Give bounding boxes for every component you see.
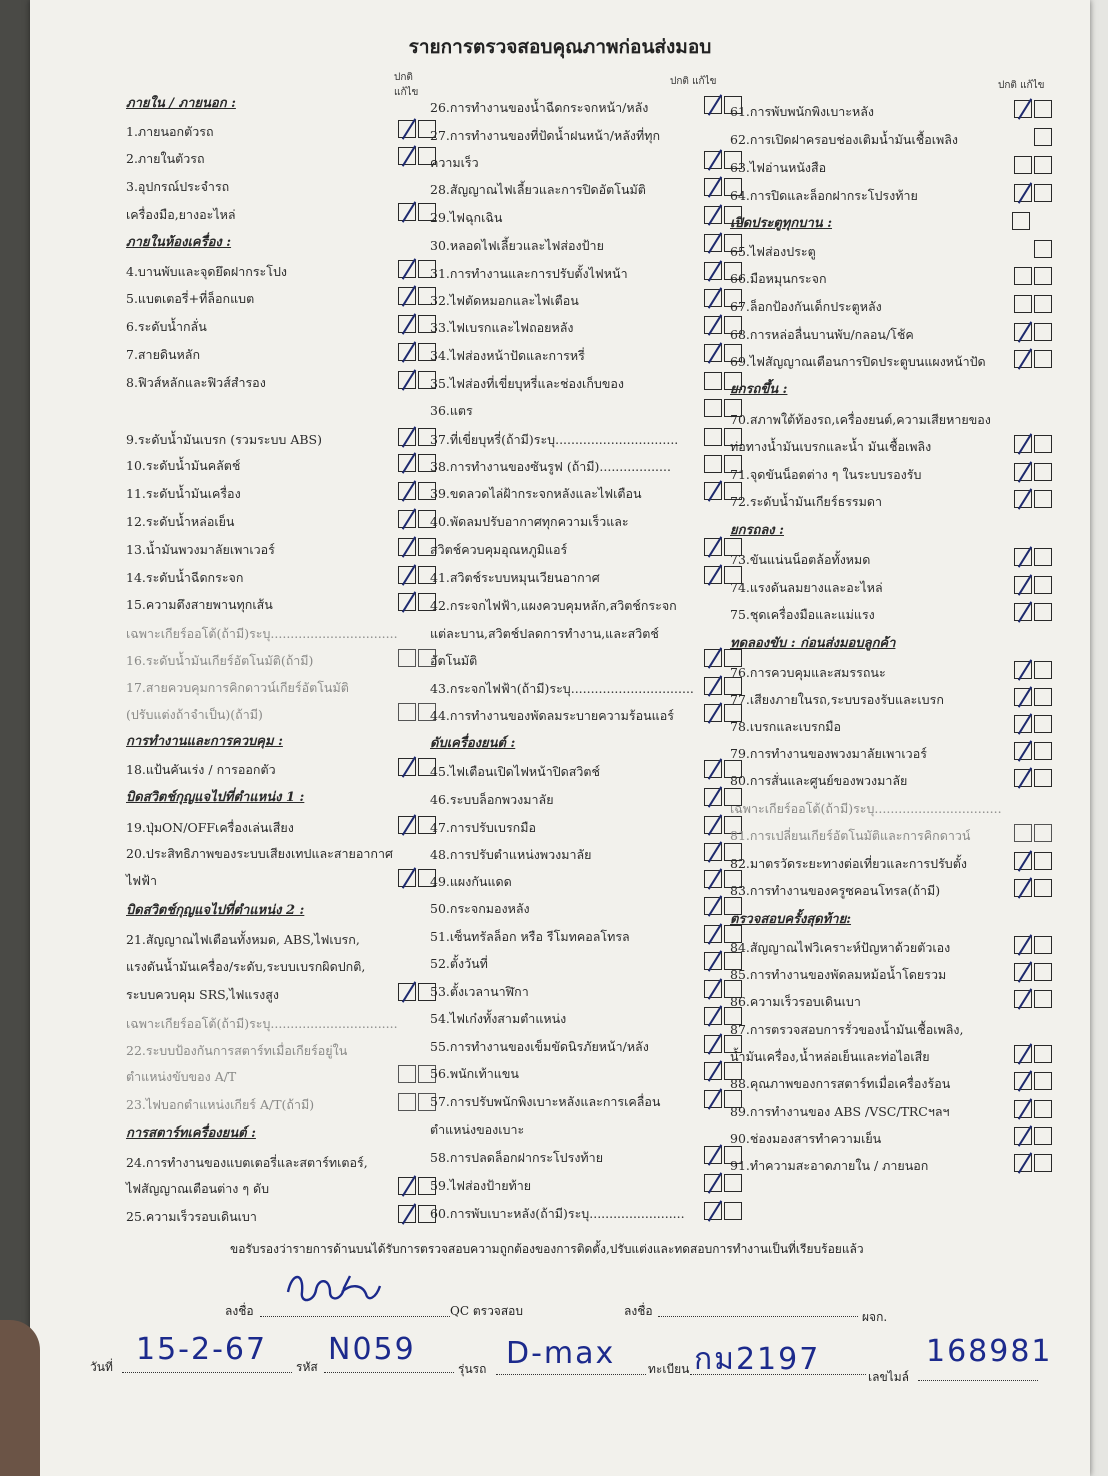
normal-checkbox[interactable] bbox=[1014, 350, 1032, 368]
normal-checkbox[interactable] bbox=[398, 983, 416, 1001]
normal-checkbox[interactable] bbox=[1014, 490, 1032, 508]
fix-checkbox[interactable] bbox=[1034, 990, 1052, 1008]
sign-label: ลงชื่อ bbox=[225, 1304, 254, 1318]
normal-checkbox[interactable] bbox=[704, 262, 722, 280]
fix-checkbox[interactable] bbox=[1034, 936, 1052, 954]
normal-checkbox[interactable] bbox=[398, 482, 416, 500]
normal-checkbox[interactable] bbox=[704, 1202, 722, 1220]
checklist-item: 48.การปรับตำแหน่งพวงมาลัย bbox=[430, 847, 750, 863]
normal-checkbox[interactable] bbox=[1014, 688, 1032, 706]
checklist-item: 21.สัญญาณไฟเตือนทั้งหมด, ABS,ไฟเบรก, bbox=[126, 932, 360, 947]
checklist-item: 57.การปรับพนักพิงเบาะหลังและการเคลื่อน bbox=[430, 1094, 750, 1110]
checklist-item: 74.แรงดันลมยางและอะไหล่ bbox=[730, 580, 1060, 596]
fix-checkbox[interactable] bbox=[1034, 661, 1052, 679]
checklist-item: 58.การปลดล็อกฝากระโปรงท้าย bbox=[430, 1150, 750, 1166]
normal-checkbox[interactable] bbox=[398, 1065, 416, 1083]
checklist-item: แรงดันน้ำมันเครื่อง/ระดับ,ระบบเบรกผิดปกติ, bbox=[126, 959, 366, 974]
checklist-item: 89.การทำงานของ ABS /VSC/TRCฯลฯ bbox=[730, 1104, 1060, 1120]
checklist-item: 86.ความเร็วรอบเดินเบา bbox=[730, 994, 1060, 1010]
normal-checkbox[interactable] bbox=[398, 1205, 416, 1223]
normal-checkbox[interactable] bbox=[1014, 1154, 1032, 1172]
checklist-item: 56.พนักเท้าแขน bbox=[430, 1066, 750, 1082]
model-value: D-max bbox=[506, 1336, 616, 1371]
fix-checkbox[interactable] bbox=[1034, 128, 1052, 146]
checklist-item: 23.ไฟบอกตำแหน่งเกียร์ A/T(ถ้ามี) bbox=[126, 1097, 436, 1113]
checklist-item: ความเร็ว bbox=[430, 155, 750, 171]
section-title: ทดลองขับ : ก่อนส่งมอบลูกค้า bbox=[730, 636, 896, 651]
checklist-item: ตำแหน่งของเบาะ bbox=[430, 1122, 525, 1137]
checklist-item: 77.เสียงภายในรถ,ระบบรองรับและเบรก bbox=[730, 692, 1060, 708]
column-header: ปกติ แก้ไข bbox=[670, 76, 717, 87]
checklist-item: 91.ทำความสะอาดภายใน / ภายนอก bbox=[730, 1158, 1060, 1174]
normal-checkbox[interactable] bbox=[704, 925, 722, 943]
normal-checkbox[interactable] bbox=[398, 566, 416, 584]
normal-checkbox[interactable] bbox=[398, 147, 416, 165]
checklist-item: 54.ไฟเก๋งทั้งสามตำแหน่ง bbox=[430, 1011, 750, 1027]
fix-checkbox[interactable] bbox=[1034, 963, 1052, 981]
normal-checkbox[interactable] bbox=[1014, 1127, 1032, 1145]
normal-checkbox[interactable] bbox=[1014, 463, 1032, 481]
checklist-item: 15.ความตึงสายพานทุกเส้น bbox=[126, 597, 436, 613]
normal-checkbox[interactable] bbox=[1014, 100, 1032, 118]
fix-checkbox[interactable] bbox=[1034, 1100, 1052, 1118]
normal-checkbox[interactable] bbox=[1014, 435, 1032, 453]
checklist-item: 60.การพับเบาะหลัง(ถ้ามี)ระบุ........................ bbox=[430, 1206, 750, 1222]
normal-checkbox[interactable] bbox=[1014, 295, 1032, 313]
form-title: รายการตรวจสอบคุณภาพก่อนส่งมอบ bbox=[408, 36, 712, 58]
fix-checkbox[interactable] bbox=[1034, 295, 1052, 313]
checklist-item: 83.การทำงานของครูซคอนโทรล(ถ้ามี) bbox=[730, 883, 1060, 899]
checklist-item: 20.ประสิทธิภาพของระบบเสียงเทปและสายอากาศ bbox=[126, 846, 393, 861]
normal-checkbox[interactable] bbox=[704, 538, 722, 556]
normal-checkbox[interactable] bbox=[1014, 661, 1032, 679]
section-title: ภายใน / ภายนอก : bbox=[126, 96, 236, 111]
date-line bbox=[122, 1372, 292, 1373]
section-title: ภายในห้องเครื่อง : bbox=[126, 235, 232, 250]
checklist-item: 39.ขดลวดไล่ฝ้ากระจกหลังและไฟเตือน bbox=[430, 486, 750, 502]
fix-checkbox[interactable] bbox=[1034, 100, 1052, 118]
normal-checkbox[interactable] bbox=[1014, 1072, 1032, 1090]
normal-checkbox[interactable] bbox=[1014, 824, 1032, 842]
checklist-paper bbox=[30, 0, 1090, 1476]
checklist-item: 32.ไฟตัดหมอกและไฟเตือน bbox=[430, 293, 750, 309]
checklist-item: 34.ไฟส่องหน้าปัดและการหรี่ bbox=[430, 348, 750, 364]
normal-checkbox[interactable] bbox=[398, 816, 416, 834]
checklist-item: 85.การทำงานของพัดลมหม้อน้ำโดยรวม bbox=[730, 967, 1060, 983]
mileage-label: เลขไมล์ bbox=[868, 1370, 909, 1384]
normal-checkbox[interactable] bbox=[704, 1146, 722, 1164]
checklist-item: 79.การทำงานของพวงมาลัยเพาเวอร์ bbox=[730, 746, 1060, 762]
section-title: ตรวจสอบครั้งสุดท้าย: bbox=[730, 912, 852, 927]
checklist-item: เครื่องมือ,ยางอะไหล่ bbox=[126, 207, 436, 223]
normal-checkbox[interactable] bbox=[398, 260, 416, 278]
normal-checkbox[interactable] bbox=[398, 371, 416, 389]
normal-checkbox[interactable] bbox=[398, 649, 416, 667]
checklist-item: 50.กระจกมองหลัง bbox=[430, 901, 750, 917]
section-title: ดับเครื่องยนต์ : bbox=[430, 736, 516, 751]
fix-checkbox[interactable] bbox=[1034, 824, 1052, 842]
mileage-value: 168981 bbox=[926, 1334, 1053, 1369]
checklist-item: 45.ไฟเตือนเปิดไฟหน้าปิดสวิตช์ bbox=[430, 764, 750, 780]
checklist-item: ตำแหน่งขับของ A/T bbox=[126, 1069, 436, 1085]
normal-checkbox[interactable] bbox=[704, 788, 722, 806]
fix-checkbox[interactable] bbox=[1034, 688, 1052, 706]
checklist-item: 16.ระดับน้ำมันเกียร์อัตโนมัติ(ถ้ามี) bbox=[126, 653, 436, 669]
checklist-item: 24.การทำงานของแบตเตอรี่และสตาร์ทเตอร์, bbox=[126, 1155, 368, 1170]
code-value: N059 bbox=[328, 1332, 416, 1367]
normal-checkbox[interactable] bbox=[1014, 879, 1032, 897]
checklist-item: 82.มาตรวัดระยะทางต่อเที่ยวและการปรับตั้ง bbox=[730, 856, 1060, 872]
section-title: บิดสวิตช์กุญแจไปที่ตำแหน่ง 2 : bbox=[126, 903, 305, 918]
checklist-item: 11.ระดับน้ำมันเครื่อง bbox=[126, 486, 436, 502]
checklist-item: 37.ที่เขี่ยบุหรี่(ถ้ามี)ระบุ............................... bbox=[430, 432, 750, 448]
normal-checkbox[interactable] bbox=[704, 316, 722, 334]
fix-checkbox[interactable] bbox=[1034, 742, 1052, 760]
checklist-item: 65.ไฟส่องประตู bbox=[730, 244, 1060, 260]
signature-line bbox=[260, 1316, 450, 1317]
checklist-item: 14.ระดับน้ำฉีดกระจก bbox=[126, 570, 436, 586]
fix-checkbox[interactable] bbox=[1034, 1045, 1052, 1063]
checklist-item: 36.แตร bbox=[430, 403, 750, 419]
normal-checkbox[interactable] bbox=[704, 704, 722, 722]
checklist-item: อัตโนมัติ bbox=[430, 653, 750, 669]
checklist-item: 19.ปุ่มON/OFFเครื่องเล่นเสียง bbox=[126, 820, 436, 836]
checklist-item: ระบบควบคุม SRS,ไฟแรงสูง bbox=[126, 987, 436, 1003]
checklist-item: 26.การทำงานของน้ำฉีดกระจกหน้า/หลัง bbox=[430, 100, 750, 116]
date-value: 15-2-67 bbox=[136, 1332, 268, 1367]
fix-checkbox[interactable] bbox=[724, 1202, 742, 1220]
section-title: เปิดประตูทุกบาน : bbox=[730, 216, 1060, 232]
foreman-label: ผจก. bbox=[862, 1310, 888, 1324]
code-line bbox=[324, 1372, 454, 1373]
checklist-item: 33.ไฟเบรกและไฟถอยหลัง bbox=[430, 320, 750, 336]
checklist-item: 63.ไฟอ่านหนังสือ bbox=[730, 160, 1060, 176]
normal-checkbox[interactable] bbox=[1014, 769, 1032, 787]
normal-checkbox[interactable] bbox=[1014, 184, 1032, 202]
normal-checkbox[interactable] bbox=[1014, 1045, 1032, 1063]
normal-checkbox[interactable] bbox=[704, 372, 722, 390]
normal-checkbox[interactable] bbox=[398, 869, 416, 887]
section-title: บิดสวิตช์กุญแจไปที่ตำแหน่ง 1 : bbox=[126, 790, 305, 805]
checklist-item: แต่ละบาน,สวิตช์ปลดการทำงาน,และสวิตช์ bbox=[430, 626, 659, 641]
checklist-item: 41.สวิตช์ระบบหมุนเวียนอากาศ bbox=[430, 570, 750, 586]
checklist-item: 75.ชุดเครื่องมือและแม่แรง bbox=[730, 607, 1060, 623]
plate-value: กม2197 bbox=[694, 1342, 821, 1377]
normal-checkbox[interactable] bbox=[704, 870, 722, 888]
checklist-item: 44.การทำงานของพัดลมระบายความร้อนแอร์ bbox=[430, 708, 750, 724]
normal-checkbox[interactable] bbox=[704, 178, 722, 196]
checklist-item: 18.แป้นคันเร่ง / การออกตัว bbox=[126, 762, 436, 778]
fix-checkbox[interactable] bbox=[1034, 548, 1052, 566]
checklist-item: 81.การเปลี่ยนเกียร์อัตโนมัติและการคิกดาวน์ bbox=[730, 828, 1060, 844]
checklist-item: 22.ระบบป้องกันการสตาร์ทเมื่อเกียร์อยู่ใน bbox=[126, 1043, 348, 1058]
normal-checkbox[interactable] bbox=[704, 1090, 722, 1108]
checklist-item: 2.ภายในตัวรถ bbox=[126, 151, 436, 167]
normal-checkbox[interactable] bbox=[1014, 742, 1032, 760]
checklist-item: 55.การทำงานของเข็มขัดนิรภัยหน้า/หลัง bbox=[430, 1039, 750, 1055]
normal-checkbox[interactable] bbox=[704, 428, 722, 446]
checklist-item: 62.การเปิดฝาครอบช่องเติมน้ำมันเชื้อเพลิง bbox=[730, 132, 1060, 148]
checklist-item: 87.การตรวจสอบการรั่วของน้ำมันเชื้อเพลิง, bbox=[730, 1022, 964, 1037]
checklist-note: เฉพาะเกียร์ออโต้(ถ้ามี)ระบุ................................ bbox=[126, 1016, 398, 1031]
fix-checkbox[interactable] bbox=[1034, 879, 1052, 897]
normal-checkbox[interactable] bbox=[398, 703, 416, 721]
checklist-item: ท่อทางน้ำมันเบรกและน้ำ มันเชื้อเพลิง bbox=[730, 439, 1060, 455]
normal-checkbox[interactable] bbox=[704, 897, 722, 915]
checklist-item: 5.แบตเตอรี่+ที่ล็อกแบต bbox=[126, 291, 436, 307]
checklist-item: 6.ระดับน้ำกลั่น bbox=[126, 319, 436, 335]
normal-checkbox[interactable] bbox=[704, 289, 722, 307]
fix-checkbox[interactable] bbox=[1034, 240, 1052, 258]
checklist-item: 4.บานพับและจุดยึดฝากระโปง bbox=[126, 264, 436, 280]
fix-checkbox[interactable] bbox=[1034, 603, 1052, 621]
checklist-item: 30.หลอดไฟเลี้ยวและไฟส่องป้าย bbox=[430, 238, 750, 254]
sign-label-2: ลงชื่อ bbox=[624, 1304, 653, 1318]
fix-checkbox[interactable] bbox=[724, 1174, 742, 1192]
checklist-item: 40.พัดลมปรับอากาศทุกความเร็วและ bbox=[430, 514, 629, 529]
normal-checkbox[interactable] bbox=[398, 1093, 416, 1111]
fix-checkbox[interactable] bbox=[1034, 350, 1052, 368]
normal-checkbox[interactable] bbox=[1014, 715, 1032, 733]
normal-checkbox[interactable] bbox=[704, 649, 722, 667]
checklist-item: 49.แผงกันแดด bbox=[430, 874, 750, 890]
fix-checkbox[interactable] bbox=[1034, 490, 1052, 508]
checklist-item: 67.ล็อกป้องกันเด็กประตูหลัง bbox=[730, 299, 1060, 315]
normal-checkbox[interactable] bbox=[704, 816, 722, 834]
normal-checkbox[interactable] bbox=[398, 538, 416, 556]
checklist-item: 17.สายควบคุมการคิกดาวน์เกียร์อัตโนมัติ bbox=[126, 680, 349, 695]
normal-checkbox[interactable] bbox=[1014, 1100, 1032, 1118]
checklist-item: 70.สภาพใต้ท้องรถ,เครื่องยนต์,ความเสียหายของ bbox=[730, 412, 991, 427]
thumb bbox=[0, 1320, 40, 1476]
fix-checkbox[interactable] bbox=[1034, 184, 1052, 202]
checklist-item: 10.ระดับน้ำมันคลัตช์ bbox=[126, 458, 436, 474]
checklist-item: 1.ภายนอกตัวรถ bbox=[126, 124, 436, 140]
checklist-item: 90.ช่องมองสารทำความเย็น bbox=[730, 1131, 1060, 1147]
normal-checkbox[interactable] bbox=[704, 455, 722, 473]
mileage-line bbox=[918, 1380, 1038, 1381]
checklist-item: 7.สายดินหลัก bbox=[126, 347, 436, 363]
section-title: การทำงานและการควบคุม : bbox=[126, 734, 283, 749]
normal-checkbox[interactable] bbox=[398, 428, 416, 446]
checklist-item: 31.การทำงานและการปรับตั้งไฟหน้า bbox=[430, 266, 750, 282]
fix-checkbox[interactable] bbox=[1034, 435, 1052, 453]
checklist-item: สวิตช์ควบคุมอุณหภูมิแอร์ bbox=[430, 542, 750, 558]
normal-checkbox[interactable] bbox=[704, 1174, 722, 1192]
fix-checkbox[interactable] bbox=[1034, 463, 1052, 481]
checklist-item: 43.กระจกไฟฟ้า(ถ้ามี)ระบุ............................... bbox=[430, 681, 750, 697]
checklist-item: 51.เซ็นทรัลล็อก หรือ รีโมทคอลโทรล bbox=[430, 929, 750, 945]
checklist-note: เฉพาะเกียร์ออโต้(ถ้ามี)ระบุ................................ bbox=[126, 626, 398, 641]
normal-checkbox[interactable] bbox=[1014, 852, 1032, 870]
fix-checkbox[interactable] bbox=[1034, 1154, 1052, 1172]
plate-label: ทะเบียน bbox=[648, 1362, 690, 1376]
normal-checkbox[interactable] bbox=[704, 96, 722, 114]
normal-checkbox[interactable] bbox=[704, 344, 722, 362]
section-title: ยกรถขึ้น : bbox=[730, 382, 788, 397]
fix-checkbox[interactable] bbox=[1034, 323, 1052, 341]
normal-checkbox[interactable] bbox=[704, 566, 722, 584]
normal-checkbox[interactable] bbox=[398, 593, 416, 611]
normal-checkbox[interactable] bbox=[704, 952, 722, 970]
model-line bbox=[496, 1374, 646, 1375]
checklist-item: 42.กระจกไฟฟ้า,แผงควบคุมหลัก,สวิตช์กระจก bbox=[430, 598, 677, 613]
normal-checkbox[interactable] bbox=[398, 510, 416, 528]
normal-checkbox[interactable] bbox=[1014, 990, 1032, 1008]
checklist-item: 52.ตั้งวันที่ bbox=[430, 956, 750, 972]
fix-checkbox[interactable] bbox=[1034, 1127, 1052, 1145]
fix-checkbox[interactable] bbox=[1034, 267, 1052, 285]
normal-checkbox[interactable] bbox=[1014, 548, 1032, 566]
checklist-item: 80.การสั่นและศูนย์ของพวงมาลัย bbox=[730, 773, 1060, 789]
checklist-item: 35.ไฟส่องที่เขี่ยบุหรี่และช่องเก็บของ bbox=[430, 376, 750, 392]
checklist-item: 84.สัญญาณไฟวิเคราะห์ปัญหาด้วยตัวเอง bbox=[730, 940, 1060, 956]
normal-checkbox[interactable] bbox=[398, 1177, 416, 1195]
section-title: การสตาร์ทเครื่องยนต์ : bbox=[126, 1126, 256, 1141]
normal-checkbox[interactable] bbox=[398, 203, 416, 221]
checklist-item: 53.ตั้งเวลานาฬิกา bbox=[430, 984, 750, 1000]
normal-checkbox[interactable] bbox=[1012, 212, 1030, 230]
normal-checkbox[interactable] bbox=[704, 843, 722, 861]
normal-checkbox[interactable] bbox=[398, 343, 416, 361]
fix-checkbox[interactable] bbox=[1034, 769, 1052, 787]
normal-checkbox[interactable] bbox=[1014, 936, 1032, 954]
normal-checkbox[interactable] bbox=[1014, 963, 1032, 981]
column-header: ปกติ แก้ไข bbox=[394, 72, 419, 98]
fix-checkbox[interactable] bbox=[1034, 1072, 1052, 1090]
checklist-item: 29.ไฟฉุกเฉิน bbox=[430, 210, 750, 226]
checklist-item: 69.ไฟสัญญาณเตือนการปิดประตูบนแผงหน้าปัด bbox=[730, 354, 1060, 370]
checklist-item: 25.ความเร็วรอบเดินเบา bbox=[126, 1209, 436, 1225]
checklist-item: 59.ไฟส่องป้ายท้าย bbox=[430, 1178, 750, 1194]
checklist-item: (ปรับแต่งถ้าจำเป็น)(ถ้ามี) bbox=[126, 707, 436, 723]
normal-checkbox[interactable] bbox=[704, 980, 722, 998]
checklist-item: 72.ระดับน้ำมันเกียร์ธรรมดา bbox=[730, 494, 1060, 510]
checklist-item: 12.ระดับน้ำหล่อเย็น bbox=[126, 514, 436, 530]
checklist-item: 27.การทำงานของที่ปัดน้ำฝนหน้า/หลังที่ทุก bbox=[430, 128, 661, 143]
fix-checkbox[interactable] bbox=[1034, 852, 1052, 870]
checklist-item: 9.ระดับน้ำมันเบรก (รวมระบบ ABS) bbox=[126, 432, 436, 448]
normal-checkbox[interactable] bbox=[704, 1062, 722, 1080]
checklist-item: 76.การควบคุมและสมรรถนะ bbox=[730, 665, 1060, 681]
checklist-note: เฉพาะเกียร์ออโต้(ถ้ามี)ระบุ................................ bbox=[730, 801, 1002, 816]
code-label: รหัส bbox=[296, 1360, 318, 1374]
checklist-item: 68.การหล่อลื่นบานพับ/กลอน/โช้ค bbox=[730, 327, 1060, 343]
checklist-item: 8.ฟิวส์หลักและฟิวส์สำรอง bbox=[126, 375, 436, 391]
normal-checkbox[interactable] bbox=[1014, 267, 1032, 285]
date-label: วันที่ bbox=[90, 1360, 113, 1374]
model-label: รุ่นรถ bbox=[458, 1362, 487, 1376]
normal-checkbox[interactable] bbox=[704, 760, 722, 778]
normal-checkbox[interactable] bbox=[1014, 576, 1032, 594]
normal-checkbox[interactable] bbox=[704, 399, 722, 417]
fix-checkbox[interactable] bbox=[1034, 576, 1052, 594]
normal-checkbox[interactable] bbox=[704, 1007, 722, 1025]
normal-checkbox[interactable] bbox=[704, 206, 722, 224]
normal-checkbox[interactable] bbox=[1014, 156, 1032, 174]
checklist-item: 3.อุปกรณ์ประจำรถ bbox=[126, 179, 230, 194]
checklist-item: 64.การปิดและล็อกฝากระโปรงท้าย bbox=[730, 188, 1060, 204]
checklist-item: 88.คุณภาพของการสตาร์ทเมื่อเครื่องร้อน bbox=[730, 1076, 1060, 1092]
normal-checkbox[interactable] bbox=[398, 758, 416, 776]
checklist-item: 46.ระบบล็อกพวงมาลัย bbox=[430, 792, 750, 808]
normal-checkbox[interactable] bbox=[704, 482, 722, 500]
section-title: ยกรถลง : bbox=[730, 523, 784, 538]
normal-checkbox[interactable] bbox=[704, 1035, 722, 1053]
checklist-item: 47.การปรับเบรกมือ bbox=[430, 820, 750, 836]
normal-checkbox[interactable] bbox=[398, 454, 416, 472]
qc-label: QC ตรวจสอบ bbox=[450, 1304, 523, 1318]
checklist-item: 66.มือหมุนกระจก bbox=[730, 271, 1060, 287]
fix-checkbox[interactable] bbox=[1034, 715, 1052, 733]
checklist-item: 61.การพับพนักพิงเบาะหลัง bbox=[730, 104, 1060, 120]
column-header: ปกติ แก้ไข bbox=[998, 80, 1045, 91]
fix-checkbox[interactable] bbox=[1034, 156, 1052, 174]
checklist-item: ไฟสัญญาณเตือนต่าง ๆ ดับ bbox=[126, 1181, 436, 1197]
normal-checkbox[interactable] bbox=[398, 315, 416, 333]
normal-checkbox[interactable] bbox=[704, 151, 722, 169]
checklist-item: 28.สัญญาณไฟเลี้ยวและการปิดอัตโนมัติ bbox=[430, 182, 750, 198]
checklist-item: 38.การทำงานของซันรูฟ (ถ้ามี).................. bbox=[430, 459, 750, 475]
normal-checkbox[interactable] bbox=[704, 677, 722, 695]
handwritten-signature bbox=[280, 1262, 390, 1312]
normal-checkbox[interactable] bbox=[1014, 603, 1032, 621]
checklist-item: ไฟฟ้า bbox=[126, 873, 436, 889]
certification-statement: ขอรับรองว่ารายการด้านบนได้รับการตรวจสอบความถูกต้องของการติดตั้ง,ปรับแต่งและทดสอบการทำงานเป็นที่เรียบร้อยแล้ว bbox=[230, 1242, 864, 1256]
normal-checkbox[interactable] bbox=[704, 234, 722, 252]
normal-checkbox[interactable] bbox=[1014, 323, 1032, 341]
signature-line-2 bbox=[658, 1316, 858, 1317]
checklist-item: 13.น้ำมันพวงมาลัยเพาเวอร์ bbox=[126, 542, 436, 558]
checklist-item: น้ำมันเครื่อง,น้ำหล่อเย็นและท่อไอเสีย bbox=[730, 1049, 1060, 1065]
normal-checkbox[interactable] bbox=[398, 287, 416, 305]
checklist-item: 78.เบรกและเบรกมือ bbox=[730, 719, 1060, 735]
normal-checkbox[interactable] bbox=[398, 120, 416, 138]
checklist-item: 71.จุดขันน็อตต่าง ๆ ในระบบรองรับ bbox=[730, 467, 1060, 483]
checklist-item: 73.ขันแน่นน็อตล้อทั้งหมด bbox=[730, 552, 1060, 568]
